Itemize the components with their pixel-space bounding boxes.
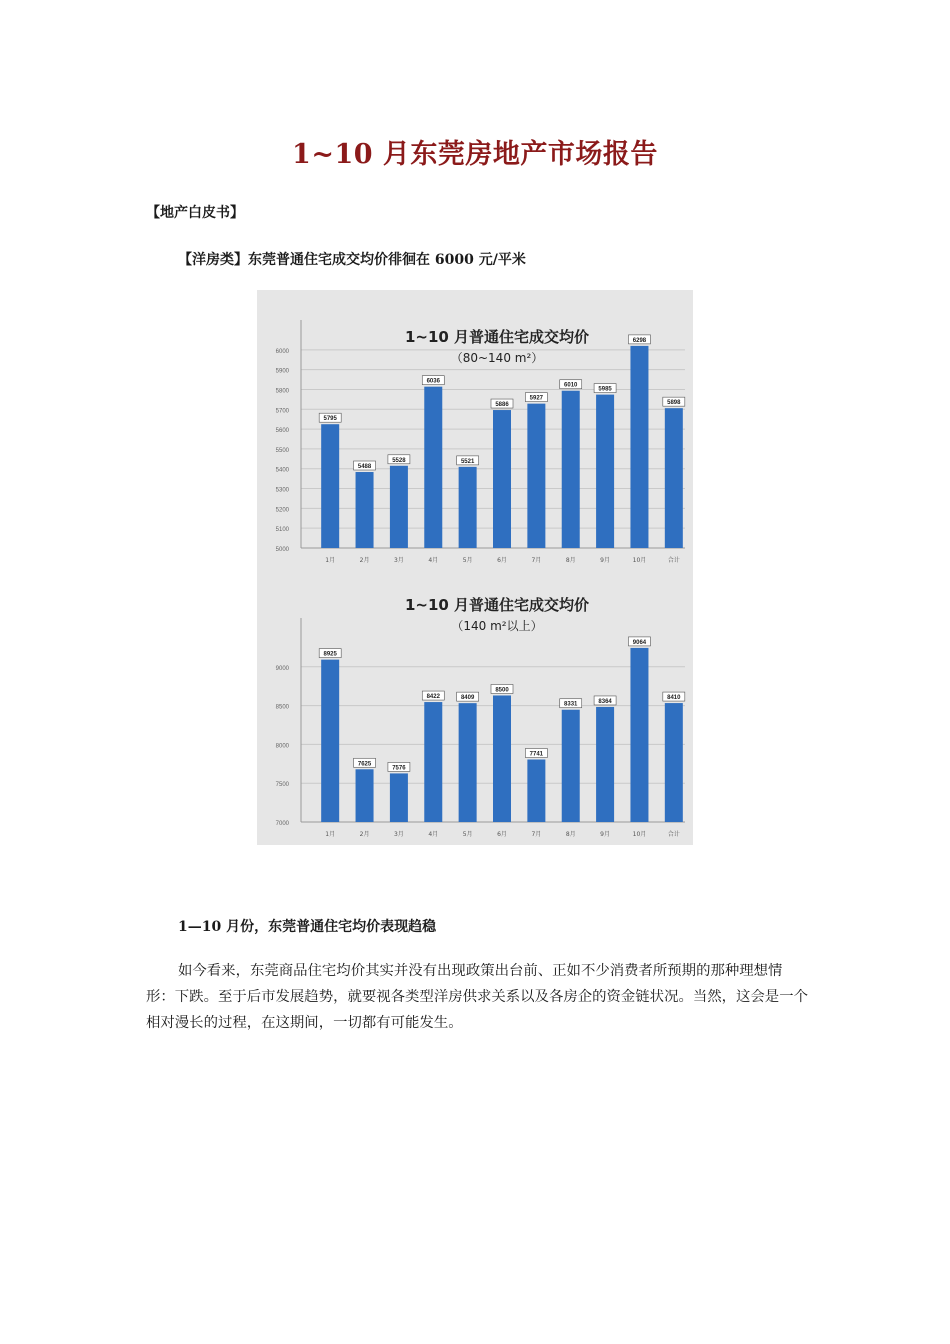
chart-subtitle: （140 m²以上） (451, 619, 543, 633)
bar (630, 346, 648, 548)
chart-subtitle: （80~140 m²） (450, 351, 544, 365)
x-tick-label: 6月 (497, 831, 507, 838)
bar (424, 387, 442, 548)
data-label: 8410 (667, 695, 681, 702)
data-label: 8364 (598, 698, 612, 705)
chart-title: 1~10 月普通住宅成交均价 (404, 596, 590, 614)
data-label: 6036 (426, 378, 440, 385)
data-label: 9064 (632, 639, 647, 646)
x-tick-label: 5月 (462, 831, 473, 838)
bar (527, 404, 545, 548)
data-label: 5898 (667, 400, 681, 407)
bar (493, 695, 511, 822)
section-tag: 【地产白皮书】 (146, 205, 244, 221)
y-tick-label: 5300 (275, 487, 289, 494)
bar (321, 424, 339, 548)
bar (562, 710, 580, 822)
bar (493, 410, 511, 548)
bar (665, 408, 683, 548)
y-tick-label: 8500 (275, 704, 289, 711)
bar (390, 773, 408, 822)
x-tick-label: 7月 (531, 557, 542, 564)
x-tick-label: 9月 (600, 557, 611, 564)
x-tick-label: 3月 (393, 831, 404, 838)
data-label: 5927 (529, 395, 544, 402)
y-tick-label: 6000 (275, 348, 289, 355)
y-tick-label: 9000 (275, 665, 289, 672)
data-label: 8422 (426, 694, 440, 701)
subheading: 【洋房类】东莞普通住宅成交均价徘徊在 6000 元/平米 (178, 252, 526, 268)
data-label: 7576 (392, 765, 406, 772)
data-label: 8409 (460, 695, 475, 702)
bar (596, 707, 614, 822)
chart-title: 1~10 月普通住宅成交均价 (404, 328, 590, 346)
bar (630, 648, 648, 822)
x-tick-label: 8月 (565, 831, 576, 838)
x-tick-label: 4月 (428, 557, 439, 564)
data-label: 6010 (564, 382, 578, 389)
y-tick-label: 5900 (275, 368, 289, 375)
x-tick-label: 合计 (667, 831, 680, 838)
data-label: 8925 (323, 651, 337, 658)
y-tick-label: 5200 (275, 507, 289, 514)
y-tick-label: 5600 (275, 428, 289, 435)
data-label: 7741 (529, 751, 544, 758)
bar (356, 769, 374, 822)
section-heading: 1—10 月份，东莞普通住宅均价表现趋稳 (178, 919, 437, 935)
bar (527, 759, 545, 822)
x-tick-label: 10月 (632, 831, 647, 838)
chart-figure (257, 290, 693, 845)
y-tick-label: 5100 (275, 527, 289, 534)
x-tick-label: 1月 (325, 557, 336, 564)
data-label: 5528 (392, 457, 406, 464)
data-label: 5886 (495, 402, 509, 409)
x-tick-label: 8月 (565, 557, 576, 564)
x-tick-label: 2月 (359, 831, 370, 838)
x-tick-label: 9月 (600, 831, 611, 838)
y-tick-label: 7000 (275, 821, 289, 827)
bar (321, 660, 339, 822)
y-tick-label: 5500 (275, 447, 289, 454)
y-tick-label: 5800 (275, 388, 289, 395)
data-label: 8331 (564, 701, 578, 708)
data-label: 7625 (357, 761, 372, 768)
x-tick-label: 3月 (393, 557, 404, 564)
bar (596, 395, 614, 548)
data-label: 6298 (632, 337, 647, 344)
y-tick-label: 5700 (275, 408, 289, 415)
x-tick-label: 2月 (359, 557, 370, 564)
y-tick-label: 5000 (275, 547, 289, 553)
bar (424, 702, 442, 822)
y-tick-label: 8000 (275, 743, 289, 750)
bar-charts (257, 290, 693, 845)
data-label: 5488 (357, 464, 372, 471)
data-label: 8500 (495, 687, 509, 694)
bar (562, 391, 580, 548)
document-title: 1~10 月东莞房地产市场报告 (292, 139, 658, 170)
bar (390, 466, 408, 548)
x-tick-label: 合计 (667, 557, 680, 564)
data-label: 5985 (598, 386, 612, 393)
bar (459, 703, 477, 822)
x-tick-label: 7月 (531, 831, 542, 838)
x-tick-label: 6月 (497, 557, 507, 564)
bar (356, 472, 374, 548)
y-tick-label: 7500 (275, 782, 289, 789)
x-tick-label: 4月 (428, 831, 439, 838)
data-label: 5795 (323, 416, 337, 423)
bar (459, 467, 477, 548)
y-tick-label: 5400 (275, 467, 289, 474)
data-label: 5521 (460, 458, 475, 465)
body-paragraph: 如今看来，东莞商品住宅均价其实并没有出现政策出台前、正如不少消费者所预期的那种理想情形：下跌。至于后市发展趋势，就要视各类型洋房供求关系以及各房企的资金链状况。当然，这会是一个相对漫长的过程，在这期间，一切都有可能发生。 (146, 963, 808, 1031)
x-tick-label: 1月 (325, 831, 336, 838)
bar (665, 703, 683, 822)
x-tick-label: 10月 (632, 557, 647, 564)
x-tick-label: 5月 (462, 557, 473, 564)
